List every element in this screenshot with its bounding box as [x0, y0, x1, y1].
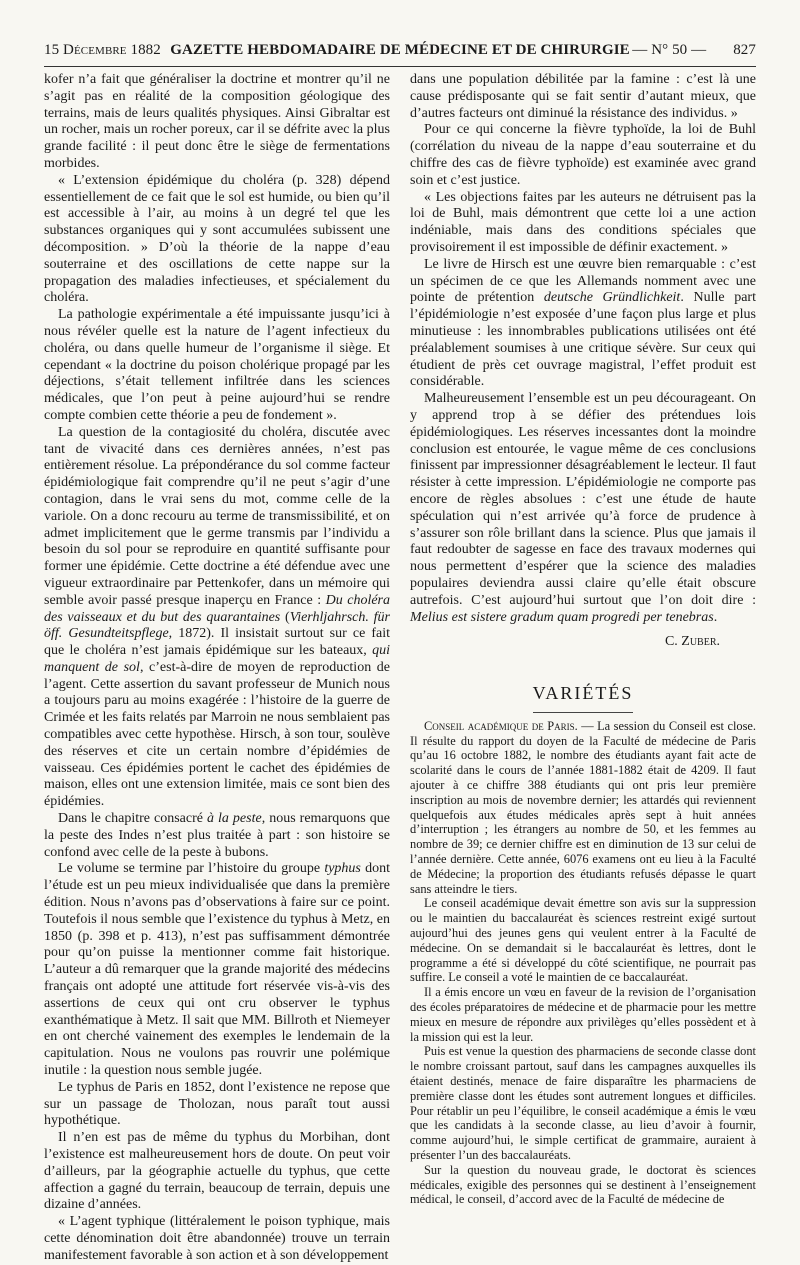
italic-journal: Vierhljahrsch. für öff. Gesundteitspflege — [44, 609, 390, 642]
text-run: — La session du Conseil est close. Il résulte du rapport du doyen de la Faculté de médecine de Paris qu’au 16 octobre 1882, le nombre des étudiants ayant fait acte de scolarité dans le cours de l’année 1881-1882 était de 4209. Il faut ajouter à ce chiffre 388 étudiants qui ont pris leur première inscription au mois de novembre dernier; les attardés qui reviennent quelquefois aux études médicales après sept à huit années d’interruption ; les étrangers au nombre de 50, et les femmes au nombre de 39; ce dernier chiffre est en diminution de 13 sur celui de l’année dernière. Cette année, 6076 examens ont eu lieu à la Faculté de Médecine; la proportion des étudiants refusés dépasse le quart sans atteindre le tiers. — [410, 718, 757, 896]
header-number-page — [632, 40, 756, 60]
left-paragraph-4 — [44, 425, 390, 811]
italic-title: Du choléra des vaisseaux et du but des quarantaines — [44, 592, 390, 625]
left-paragraph-3: La pathologie expérimentale a été impuissante jusqu’ici à nous révéler quelle est la nature de l’agent infectieux du choléra, ou dans quelle humeur de l’organisme il siège. Et cependant « la doctrine du poison cholérique propagé par les déjections, s’était tellement infiltrée dans les sciences médicales, que l’on peut à peine aujourd’hui se rendre compte combien cette théorie a peu de fondement ». — [44, 307, 390, 423]
section-title-varietes: VARIÉTÉS — [532, 683, 634, 704]
header-issue-number: — N° 50 — — [632, 42, 707, 58]
text-run: , c’est-à-dire de moyen de reproduction de l’agent. Cette assertion du savant professeur de Munich nous a toujours paru au moins exagérée : l’histoire de la guerre de Crimée et les faits relatés par Marroin ne nous semblaient pas compatibles avec cette hypothèse. Hirsch, à son tour, soulève des réserves et cite un certain nombre d’épidémies de vaisseau. Ces épidémies portent le cachet des épidémies de maison, elles ont une extension limitée, mais ce sont bien des épidémies. — [44, 659, 390, 810]
text-run: , nous remarquons que la peste des Indes n’est plus traitée à part : son histoire se confond avec celle de la peste à bubons. — [44, 811, 390, 860]
text-run: La question de la contagiosité du choléra, discutée avec tant de vivacité dans ces dernières années, n’est pas entièrement résolue. La prépondérance du sol comme facteur épidémiologique fait comprendre qu’il ne peut s’agir d’une contagion, dans le vrai sens du mot, comme celle de la variole. On a donc recouru au terme de transmissibilité, et on admet implicitement que le germe transmis par l’individu a besoin du sol pour se reproduire en quantité suffisante pour former une épidémie. Cette doctrine a été défendue avec une vigueur extraordinaire par Pettenkofer, dans un mémoire qui semble avoir passé presque inaperçu en France : — [44, 424, 390, 608]
varietes-paragraph-4: Puis est venue la question des pharmaciens de seconde classe dont le nombre croissant partout, sauf dans les campagnes auxquelles ils étaient destinés, menace de faire disparaître les pharmaciens de première classe dont les études sont autrement longues et difficiles. Pour rétablir un peu l’équilibre, le conseil académique a émis le vœu que les candidats à la seconde classe, au lieu d’avoir à fournir, comme aujourd’hui, le simple certificat de grammaire, auraient à présenter l’un des baccalauréats. — [410, 1044, 756, 1162]
left-paragraph-9: « L’agent typhique (littéralement le poison typhique, mais cette dénomination doit être abandonnée) trouve un terrain manifestement favorable à son action et à son développement — [44, 1214, 390, 1263]
right-paragraph-1: dans une population débilitée par la famine : c’est là une cause prédisposante qui se fait sentir d’autant mieux, que d’autres facteurs ont diminué la résistance des individus. » — [410, 72, 756, 121]
right-column — [410, 72, 756, 1245]
right-paragraph-5 — [410, 391, 756, 626]
text-columns — [44, 72, 757, 1263]
page-header — [44, 40, 756, 64]
italic-phrase: à la peste — [207, 811, 262, 827]
varietes-section — [410, 719, 756, 1207]
text-run: . — [713, 609, 718, 625]
varietes-paragraph-2: Le conseil académique devait émettre son avis sur la suppression ou le maintien du baccalauréat ès sciences restreint exigé surtout aujourd’hui des jeunes gens qui veulent entrer à la Faculté de médecine. On se demandait si le baccalauréat ès lettres, dont le programme a été si développé du côté scientifique, ne pourrait pas suffire. Le conseil a voté le maintien de ce baccalauréat. — [410, 896, 756, 985]
italic-phrase: typhus — [324, 861, 361, 877]
text-run: Le livre de Hirsch est une œuvre bien remarquable : c’est un spécimen de ce que les Allemands nomment avec une pointe de prétention — [410, 256, 756, 306]
text-run: . Nulle part l’épidémiologie n’est exposée d’une façon plus large et plus minutieuse : les innombrables publications utilisées ont été préalablement soumises à une critique sévère. Sur ceux qui étudient de près cet ouvrage magistral, l’effet produit est considérable. — [410, 290, 756, 390]
left-paragraph-8: Il n’en est pas de même du typhus du Morbihan, dont l’existence est malheureusement hors de doute. On peut voir d’ailleurs, par la géographie actuelle du typhus, que cette affection a gagné du terrain, beaucoup de terrain, depuis une dizaine d’années. — [44, 1130, 390, 1213]
text-run: Le volume se termine par l’histoire du groupe — [58, 861, 325, 877]
right-paragraph-4 — [410, 257, 756, 391]
header-page-number: 827 — [733, 42, 756, 58]
varietes-paragraph-5: Sur la question du nouveau grade, le doctorat ès sciences médicales, exigible des personnes qui se destinent à l’enseignement médical, le conseil, d’accord avec de la Faculté de médecine de — [410, 1162, 756, 1207]
right-paragraph-2: Pour ce qui concerne la fièvre typhoïde, la loi de Buhl (corrélation du niveau de la nappe d’eau souterraine et du chiffre des cas de fièvre typhoïde) est examinée avec grand soin et c’est justice. — [410, 122, 756, 188]
text-run: , 1872). Il insistait surtout sur ce fait que le choléra n’est jamais épidémique sur les bateaux, — [44, 626, 391, 659]
section-rule — [533, 712, 633, 713]
text-run: Dans le chapitre consacré — [58, 811, 207, 827]
left-paragraph-6 — [44, 861, 390, 1079]
text-run: Malheureusement l’ensemble est un peu décourageant. On y apprend trop à se défier des prétendues lois épidémiologiques. Les réserves incessantes dont la moindre conclusion est entourée, le vague même de ces conclusions finissent par impressionner désagréablement le lecteur. Il faut résister à cette impression. L’épidémiologie ne comporte pas encore de règles absolues : c’est une étude de haute spéculation qui n’est arrivée qu’à force de prudence à s’assurer son rôle brillant dans la science. Plus que jamais il faut redoubter de sagesse en face des travaux modernes qui nous permettent d’espérer que la science des maladies populaires deviendra aussi claire qu’elle était obscure autrefois. C’est aujourd’hui surtout que l’on doit dire : — [410, 391, 756, 608]
left-paragraph-1: kofer n’a fait que généraliser la doctrine et montrer qu’il ne s’agit pas en réalité de la composition géologique des terrains, mais de leurs qualités physiques. Ainsi Gibraltar est un rocher, mais un rocher poreux, car il se défrite avec la plus grande facilité : il peut donc être le siège de fermentations morbides. — [44, 72, 390, 171]
left-paragraph-7: Le typhus de Paris en 1852, dont l’existence ne repose que sur un passage de Tholozan, nous paraît tout aussi hypothétique. — [44, 1079, 390, 1129]
left-paragraph-5 — [44, 811, 390, 861]
author-signature: C. Zuber. — [664, 634, 720, 650]
left-paragraph-2: « L’extension épidémique du choléra (p. 328) dépend essentiellement de ce fait que le sol est humide, ou bien qu’il est accessible à l’air, au moins à un degré tel que les substances organiques qui y sont accumulées subissent une décomposition. » D’où la théorie de la nappe d’eau souterraine et des oscillations de cette nappe sur la propagation des maladies infectieuses, et spécialement du choléra. — [44, 172, 390, 306]
italic-phrase: deutsche Gründlichkeit — [543, 290, 681, 306]
left-column — [44, 72, 391, 1263]
text-run: dont l’étude est un peu mieux individualisée que dans la première édition. Nous n’avons pas d’observations à faire sur ce point. Toutefois il nous semble que l’existence du typhus à Metz, en 1850 (p. 398 et p. 413), n’est pas suffisamment démontrée pour qu’on puisse la mentionner comme fait historique. L’auteur a dû remarquer que la grande majorité des médecins français ont adopté une attitude fort réservée vis-à-vis des assertions de ceux qui ont cru observer le typhus exanthématique à Metz. Il sait que MM. Billroth et Niemeyer en ont cherché vainement des exemples le lendemain de la capitulation. Nous ne voulons pas rouvrir une polémique inutile : la question nous semble jugée. — [44, 861, 390, 1079]
varietes-lead: Conseil académique de Paris. — [424, 718, 578, 733]
varietes-paragraph-3: Il a émis encore un vœu en faveur de la revision de l’organisation des écoles préparatoires de médecine et de pharmacie pour les mettre mieux en mesure de répondre aux privilèges qu’elles possèdent et à la mission qui est la leur. — [410, 985, 756, 1044]
italic-quote: Melius est sistere gradum quam progredi per tenebras — [410, 609, 714, 625]
header-date: 15 Décembre 1882 — [44, 42, 161, 58]
right-paragraph-3: « Les objections faites par les auteurs ne détruisent pas la loi de Buhl, mais démontrent que cette loi a une action indéniable, mais dans des conditions spéciales que provisoirement il est impossible de définir exactement. » — [410, 189, 756, 255]
header-title: GAZETTE HEBDOMADAIRE DE MÉDECINE ET DE CHIRURGIE — [170, 42, 630, 58]
header-rule — [44, 66, 756, 67]
text-run: ( — [280, 609, 290, 625]
varietes-paragraph-1 — [410, 719, 756, 897]
italic-phrase: qui manquent de sol — [44, 643, 390, 675]
